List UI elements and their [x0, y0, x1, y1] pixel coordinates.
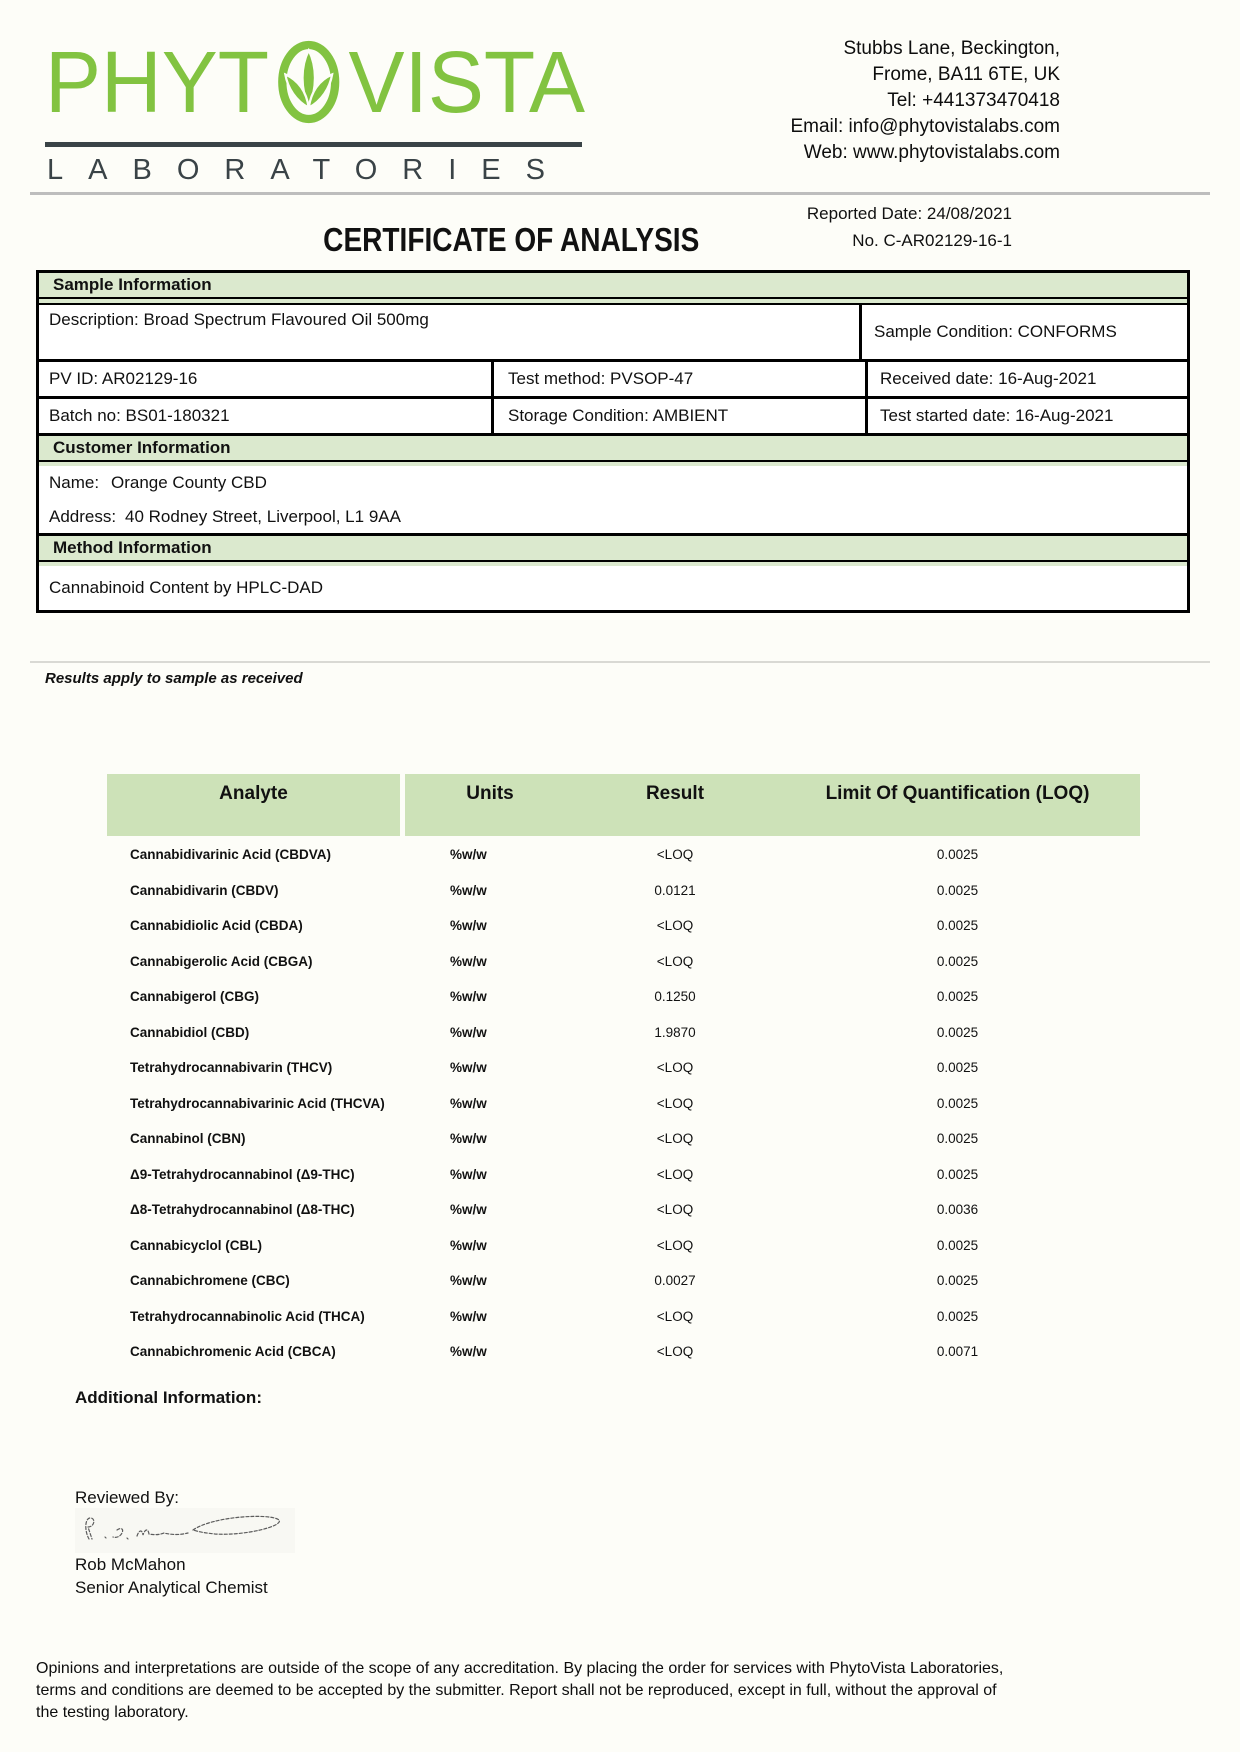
reported-date: Reported Date: 24/08/2021	[806, 204, 1012, 223]
description-cell: Description: Broad Spectrum Flavoured Oil 500mg	[49, 310, 429, 329]
table-row	[107, 1344, 1140, 1380]
header-divider	[30, 192, 1210, 195]
sample-information-header	[39, 273, 1187, 303]
column-header-analyte: Analyte	[107, 774, 400, 836]
units-cell: %w/w	[450, 1131, 487, 1146]
customer-info-body	[39, 466, 1187, 533]
loq-cell: 0.0071	[936, 1344, 979, 1359]
sample-info-table	[36, 270, 1190, 613]
result-cell: <LOQ	[656, 953, 694, 969]
phytovista-logo	[45, 26, 585, 186]
table-row	[107, 1202, 1140, 1238]
test-method-cell: Test method: PVSOP-47	[491, 362, 865, 396]
result-cell: 0.1250	[654, 989, 696, 1004]
loq-cell: 0.0025	[936, 953, 979, 969]
analyte-cell: Cannabichromene (CBC)	[130, 1273, 290, 1288]
table-row	[107, 1273, 1140, 1309]
result-cell: <LOQ	[656, 1166, 694, 1182]
page-title-wrap	[290, 221, 730, 259]
table-row	[107, 1309, 1140, 1345]
table-row	[107, 847, 1140, 883]
results-table-header	[107, 774, 1140, 836]
phone-line: Tel: +441373470418	[887, 90, 1060, 111]
result-cell: <LOQ	[656, 1202, 694, 1217]
units-cell: %w/w	[450, 847, 487, 862]
column-header-units: Units	[405, 774, 575, 836]
lab-contact-info	[790, 36, 1060, 166]
address-label: Address:	[49, 507, 117, 526]
report-number: No. C-AR02129-16-1	[852, 231, 1012, 250]
units-cell: %w/w	[450, 1344, 487, 1359]
analyte-cell: Cannabidiolic Acid (CBDA)	[130, 918, 303, 933]
loq-cell: 0.0025	[936, 1131, 979, 1146]
reviewed-by-label: Reviewed By:	[75, 1488, 179, 1507]
signature-image	[75, 1508, 295, 1558]
loq-cell: 0.0025	[936, 847, 979, 862]
loq-cell: 0.0025	[936, 1166, 979, 1182]
units-cell: %w/w	[450, 1024, 487, 1040]
units-cell: %w/w	[450, 1166, 487, 1182]
additional-information-label: Additional Information:	[75, 1388, 262, 1407]
table-row	[107, 1238, 1140, 1274]
result-cell: <LOQ	[656, 1095, 694, 1111]
customer-address-line	[49, 507, 1177, 527]
analyte-cell: Cannabinol (CBN)	[130, 1131, 246, 1146]
description-row	[39, 303, 1187, 359]
storage-condition-cell: Storage Condition: AMBIENT	[491, 399, 865, 433]
results-table-body	[107, 836, 1140, 1380]
table-row	[107, 989, 1140, 1025]
analyte-cell: Tetrahydrocannabivarin (THCV)	[130, 1060, 333, 1075]
units-cell: %w/w	[450, 1273, 487, 1288]
loq-cell: 0.0025	[936, 1273, 979, 1288]
logo-divider	[45, 142, 582, 147]
analyte-cell: Cannabidiol (CBD)	[130, 1024, 250, 1040]
loq-cell: 0.0025	[936, 1237, 979, 1253]
results-note: Results apply to sample as received	[45, 670, 303, 687]
test-started-date-cell: Test started date: 16-Aug-2021	[865, 399, 1187, 433]
column-header-result: Result	[575, 774, 775, 836]
loq-cell: 0.0025	[936, 918, 979, 933]
table-row	[107, 1096, 1140, 1132]
table-row	[107, 1060, 1140, 1096]
section-title: Sample Information	[39, 274, 1187, 299]
logo-word-right: VISTA	[348, 33, 585, 131]
footer-line: the testing laboratory.	[36, 1704, 189, 1721]
address-line: Stubbs Lane, Beckington,	[843, 38, 1060, 59]
reviewer-title: Senior Analytical Chemist	[75, 1578, 268, 1597]
logo-subtext: LABORATORIES	[47, 154, 570, 186]
analyte-cell: Δ9-Tetrahydrocannabinol (Δ9-THC)	[130, 1166, 355, 1182]
loq-cell: 0.0036	[936, 1202, 979, 1217]
reviewer-name: Rob McMahon	[75, 1555, 186, 1574]
method-cell: Cannabinoid Content by HPLC-DAD	[49, 578, 324, 597]
result-cell: <LOQ	[656, 1308, 694, 1324]
units-cell: %w/w	[450, 1060, 487, 1075]
units-cell: %w/w	[450, 953, 487, 969]
units-cell: %w/w	[450, 882, 487, 898]
analyte-cell: Cannabidivarin (CBDV)	[130, 882, 279, 898]
web-line: Web: www.phytovistalabs.com	[803, 142, 1060, 163]
analyte-cell: Δ8-Tetrahydrocannabinol (Δ8-THC)	[130, 1202, 355, 1217]
loq-cell: 0.0025	[936, 1095, 979, 1111]
table-row	[107, 883, 1140, 919]
result-cell: <LOQ	[656, 1060, 694, 1075]
logo-wordmark	[45, 26, 585, 138]
table-row	[107, 918, 1140, 954]
batch-no-cell: Batch no: BS01-180321	[49, 406, 230, 425]
name-value: Orange County CBD	[111, 473, 267, 492]
result-cell: 0.0027	[654, 1273, 696, 1288]
units-cell: %w/w	[450, 1095, 487, 1111]
customer-name-line	[49, 473, 1177, 493]
report-meta	[807, 200, 1012, 254]
results-divider	[30, 661, 1210, 663]
sample-condition-cell: Sample Condition: CONFORMS	[859, 305, 1187, 359]
address-value: 40 Rodney Street, Liverpool, L1 9AA	[125, 507, 401, 526]
analyte-cell: Cannabigerol (CBG)	[130, 989, 260, 1004]
method-information-header	[39, 533, 1187, 566]
units-cell: %w/w	[450, 989, 487, 1004]
analyte-cell: Cannabidivarinic Acid (CBDVA)	[130, 847, 332, 862]
table-row	[107, 954, 1140, 990]
units-cell: %w/w	[450, 918, 487, 933]
footer-disclaimer	[36, 1658, 1176, 1724]
leaf-icon	[271, 29, 346, 135]
loq-cell: 0.0025	[936, 1060, 979, 1075]
table-row	[107, 1131, 1140, 1167]
footer-line: Opinions and interpretations are outside of the scope of any accreditation. By placing the order for services with PhytoVista Laboratories,	[36, 1660, 1004, 1677]
result-cell: <LOQ	[656, 1131, 694, 1146]
loq-cell: 0.0025	[936, 1024, 979, 1040]
batch-row	[39, 396, 1187, 433]
loq-cell: 0.0025	[936, 989, 979, 1004]
result-cell: <LOQ	[656, 918, 694, 933]
analyte-cell: Cannabicyclol (CBL)	[130, 1237, 263, 1253]
section-title: Method Information	[39, 537, 1187, 562]
analyte-cell: Cannabigerolic Acid (CBGA)	[130, 953, 313, 969]
units-cell: %w/w	[450, 1237, 487, 1253]
analyte-cell: Tetrahydrocannabivarinic Acid (THCVA)	[130, 1095, 385, 1111]
address-line: Frome, BA11 6TE, UK	[872, 64, 1060, 85]
analyte-cell: Cannabichromenic Acid (CBCA)	[130, 1344, 336, 1359]
result-cell: 1.9870	[654, 1024, 696, 1040]
logo-word-left: PHYT	[45, 33, 270, 131]
units-cell: %w/w	[450, 1308, 487, 1324]
table-row	[107, 1025, 1140, 1061]
analyte-cell: Tetrahydrocannabinolic Acid (THCA)	[130, 1308, 365, 1324]
name-label: Name:	[49, 473, 100, 492]
units-cell: %w/w	[450, 1202, 487, 1217]
result-cell: 0.0121	[654, 882, 696, 898]
result-cell: <LOQ	[656, 1344, 694, 1359]
loq-cell: 0.0025	[936, 1308, 979, 1324]
pv-id-cell: PV ID: AR02129-16	[49, 369, 198, 388]
footer-line: terms and conditions are deemed to be accepted by the submitter. Report shall not be reproduced, except in full, without the approval of	[36, 1682, 997, 1699]
results-header-right	[405, 774, 1140, 836]
table-row	[107, 1167, 1140, 1203]
column-header-loq: Limit Of Quantification (LOQ)	[775, 774, 1140, 836]
loq-cell: 0.0025	[936, 882, 979, 898]
page-title: CERTIFICATE OF ANALYSIS	[323, 221, 700, 258]
email-line: Email: info@phytovistalabs.com	[790, 116, 1060, 137]
received-date-cell: Received date: 16-Aug-2021	[865, 362, 1187, 396]
customer-information-header	[39, 433, 1187, 466]
result-cell: <LOQ	[656, 847, 694, 862]
result-cell: <LOQ	[656, 1237, 694, 1253]
section-title: Customer Information	[39, 437, 1187, 462]
pv-id-row	[39, 359, 1187, 396]
